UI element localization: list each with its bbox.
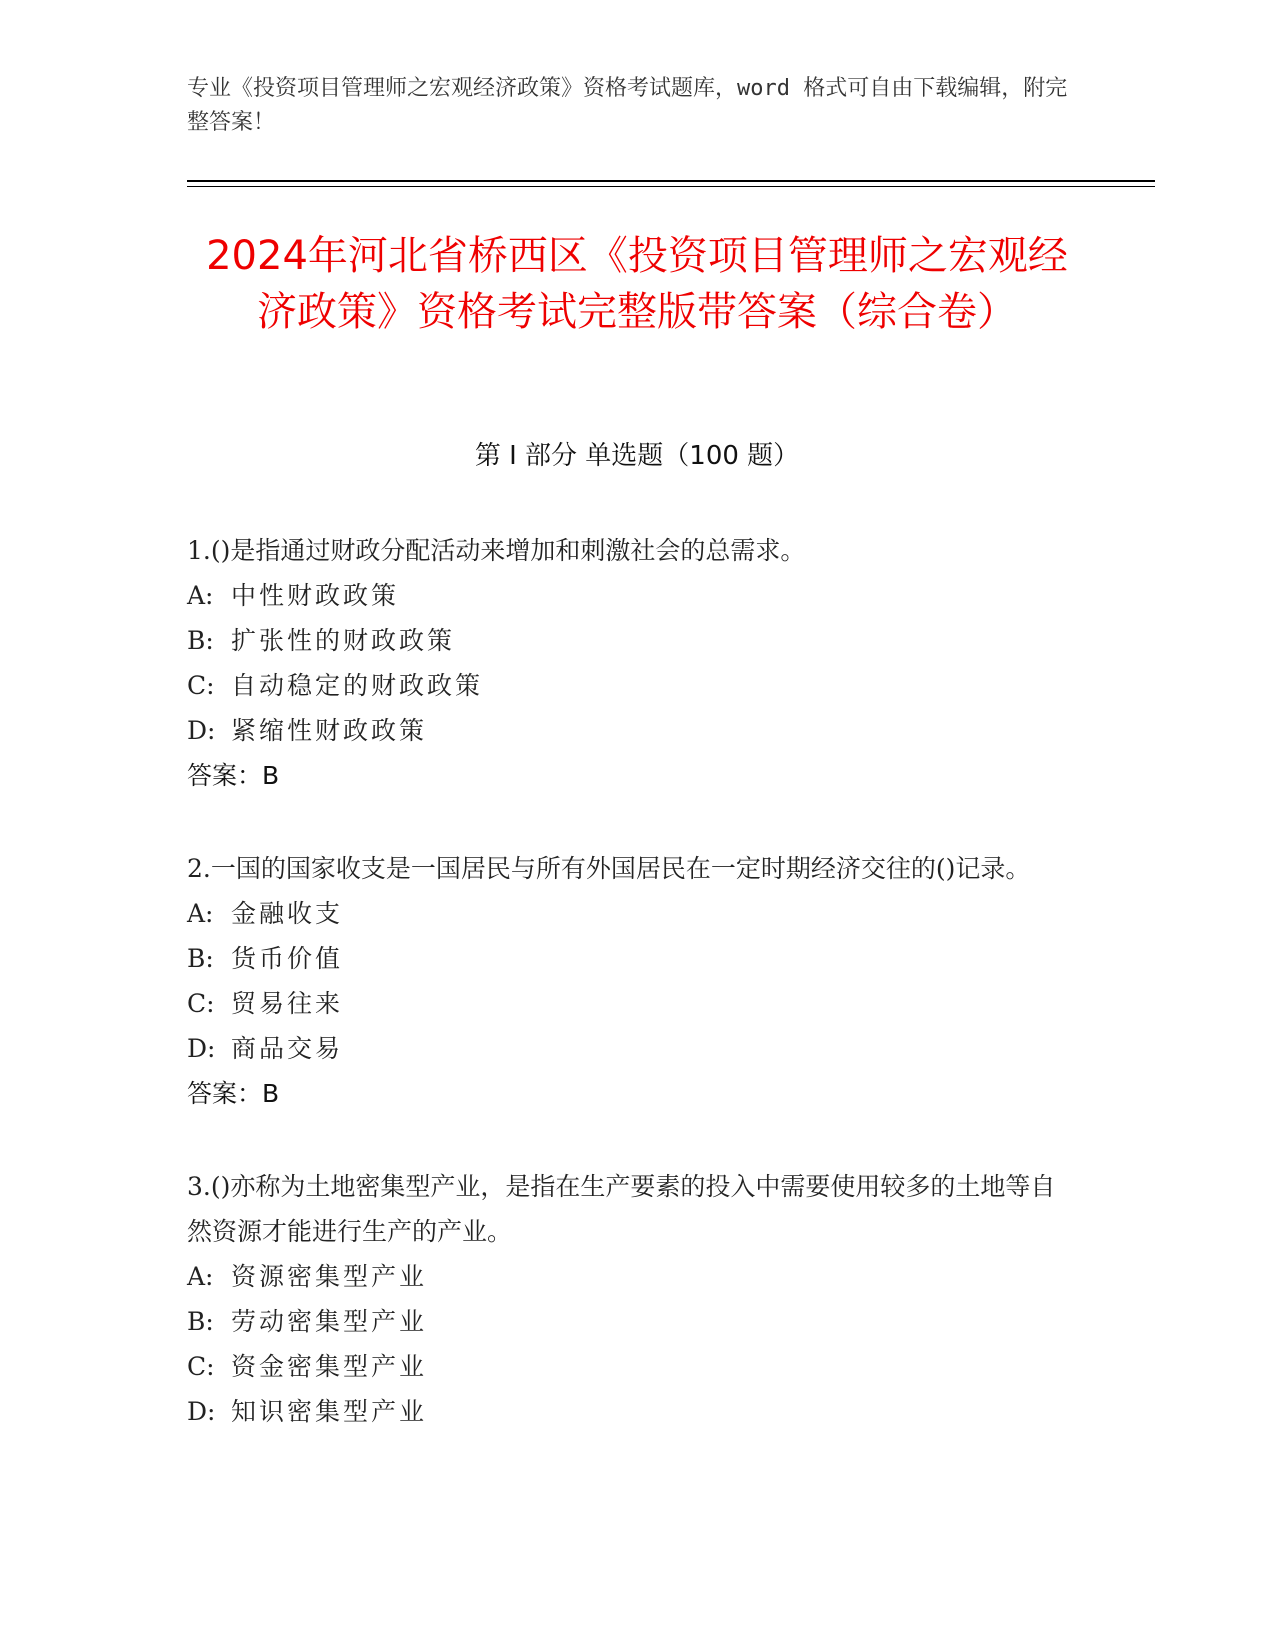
option-key: C:	[187, 1352, 215, 1381]
question-list	[187, 528, 1067, 1482]
question-3	[187, 1164, 1067, 1434]
option-text: 商品交易	[231, 1034, 344, 1063]
question-1	[187, 528, 1067, 798]
option-d	[187, 1389, 1067, 1434]
option-d	[187, 1026, 1067, 1071]
option-a	[187, 891, 1067, 936]
option-b	[187, 618, 1067, 663]
option-text: 劳动密集型产业	[231, 1307, 428, 1336]
option-key: A:	[187, 1262, 214, 1291]
option-key: B:	[187, 944, 214, 973]
option-key: B:	[187, 626, 214, 655]
option-c	[187, 663, 1067, 708]
option-text: 资金密集型产业	[231, 1352, 428, 1381]
option-text: 资源密集型产业	[231, 1262, 428, 1291]
option-a	[187, 573, 1067, 618]
option-text: 贸易往来	[231, 989, 344, 1018]
option-a	[187, 1254, 1067, 1299]
option-key: C:	[187, 989, 215, 1018]
option-text: 中性财政政策	[231, 581, 400, 610]
document-title: 2024年河北省桥西区《投资项目管理师之宏观经济政策》资格考试完整版带答案（综合卷）	[206, 233, 1068, 335]
option-key: D:	[187, 1034, 216, 1063]
option-key: A:	[187, 581, 214, 610]
option-key: D:	[187, 716, 216, 745]
option-c	[187, 1344, 1067, 1389]
section-heading: 第 I 部分 单选题（100 题）	[474, 441, 800, 471]
question-stem: 2.一国的国家收支是一国居民与所有外国居民在一定时期经济交往的()记录。	[187, 854, 1031, 883]
option-key: D:	[187, 1397, 216, 1426]
question-2	[187, 846, 1067, 1116]
option-key: A:	[187, 899, 214, 928]
option-d	[187, 708, 1067, 753]
option-c	[187, 981, 1067, 1026]
option-key: B:	[187, 1307, 214, 1336]
header-divider-thick	[187, 180, 1155, 182]
option-text: 货币价值	[231, 944, 344, 973]
option-b	[187, 1299, 1067, 1344]
option-b	[187, 936, 1067, 981]
header-note: 专业《投资项目管理师之宏观经济政策》资格考试题库，word 格式可自由下载编辑，附完整答案！	[187, 76, 1068, 135]
question-stem: 1.()是指通过财政分配活动来增加和刺激社会的总需求。	[187, 536, 806, 565]
answer-line: 答案：B	[187, 1079, 280, 1108]
header-divider-thin	[187, 186, 1155, 187]
option-text: 知识密集型产业	[231, 1397, 428, 1426]
option-text: 扩张性的财政政策	[231, 626, 456, 655]
question-stem: 3.()亦称为土地密集型产业，是指在生产要素的投入中需要使用较多的土地等自然资源才能进行生产的产业。	[187, 1172, 1056, 1246]
option-text: 金融收支	[231, 899, 344, 928]
option-text: 自动稳定的财政政策	[231, 671, 484, 700]
option-text: 紧缩性财政政策	[231, 716, 428, 745]
answer-line: 答案：B	[187, 761, 280, 790]
option-key: C:	[187, 671, 215, 700]
